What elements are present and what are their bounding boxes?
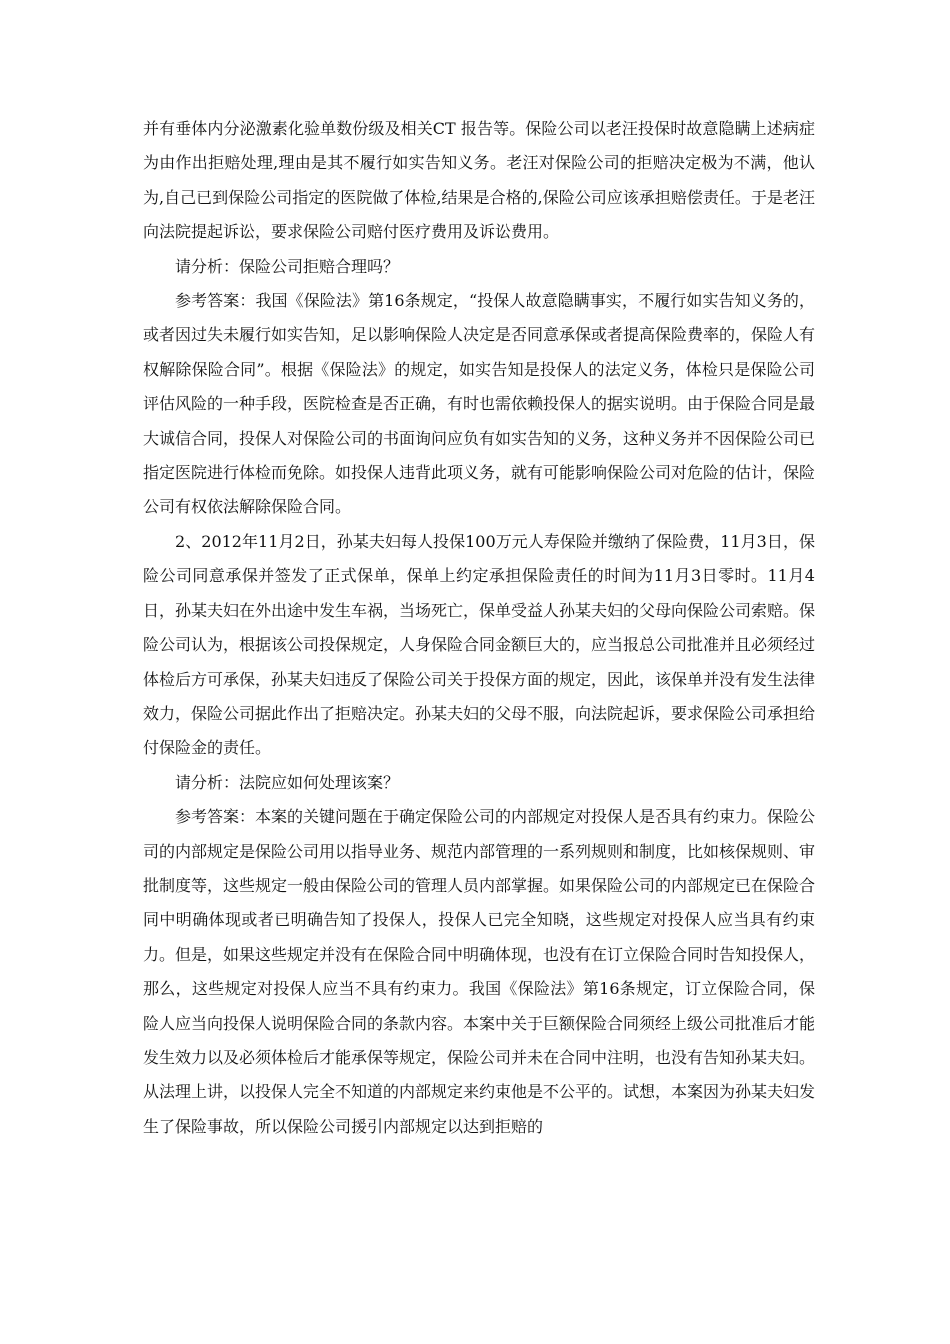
paragraph-case-continuation: 并有垂体内分泌激素化验单数份级及相关CT 报告等。保险公司以老汪投保时故意隐瞒上述病症为由作出拒赔处理,理由是其不履行如实告知义务。老汪对保险公司的拒赔决定极为不满，他认为,自己已到保险公司指定的医院做了体检,结果是合格的,保险公司应该承担赔偿责任。于是老汪向法院提起诉讼，要求保险公司赔付医疗费用及诉讼费用。 [143, 119, 815, 242]
paragraph-answer-1: 参考答案：我国《保险法》第16条规定，“投保人故意隐瞒事实，不履行如实告知义务的，或者因过失未履行如实告知，足以影响保险人决定是否同意承保或者提高保险费率的，保险人有权解除保险合同”。根据《保险法》的规定，如实告知是投保人的法定义务，体检只是保险公司评估风险的一种手段，医院检查是否正确，有时也需依赖投保人的据实说明。由于保险合同是最大诚信合同，投保人对保险公司的书面询问应负有如实告知的义务，这种义务并不因保险公司已指定医院进行体检而免除。如投保人违背此项义务，就有可能影响保险公司对危险的估计，保险公司有权依法解除保险合同。 [143, 291, 816, 517]
document-body [143, 112, 815, 1144]
paragraph-question-1: 请分析：保险公司拒赔合理吗？ [175, 256, 400, 276]
paragraph-answer-2: 参考答案：本案的关键问题在于确定保险公司的内部规定对投保人是否具有约束力。保险公司的内部规定是保险公司用以指导业务、规范内部管理的一系列规则和制度，比如核保规则、审批制度等，这些规定一般由保险公司的管理人员内部掌握。如果保险公司的内部规定已在保险合同中明确体现或者已明确告知了投保人，投保人已完全知晓，这些规定对投保人应当具有约束力。但是，如果这些规定并没有在保险合同中明确体现，也没有在订立保险合同时告知投保人，那么，这些规定对投保人应当不具有约束力。我国《保险法》第16条规定，订立保险合同，保险人应当向投保人说明保险合同的条款内容。本案中关于巨额保险合同须经上级公司批准后才能发生效力以及必须体检后才能承保等规定，保险公司并未在合同中注明，也没有告知孙某夫妇。从法理上讲，以投保人完全不知道的内部规定来约束他是不公平的。试想，本案因为孙某夫妇发生了保险事故，所以保险公司援引内部规定以达到拒赔的 [143, 807, 816, 1136]
paragraph-case-2: 2、2012年11月2日，孙某夫妇每人投保100万元人寿保险并缴纳了保险费，11月3日，保险公司同意承保并签发了正式保单，保单上约定承担保险责任的时间为11月3日零时。11月4日，孙某夫妇在外出途中发生车祸，当场死亡，保单受益人孙某夫妇的父母向保险公司索赔。保险公司认为，根据该公司投保规定，人身保险合同金额巨大的，应当报总公司批准并且必须经过体检后方可承保，孙某夫妇违反了保险公司关于投保方面的规定，因此，该保单并没有发生法律效力，保险公司据此作出了拒赔决定。孙某夫妇的父母不服，向法院起诉，要求保险公司承担给付保险金的责任。 [143, 531, 816, 758]
paragraph-question-2: 请分析：法院应如何处理该案？ [175, 772, 400, 792]
